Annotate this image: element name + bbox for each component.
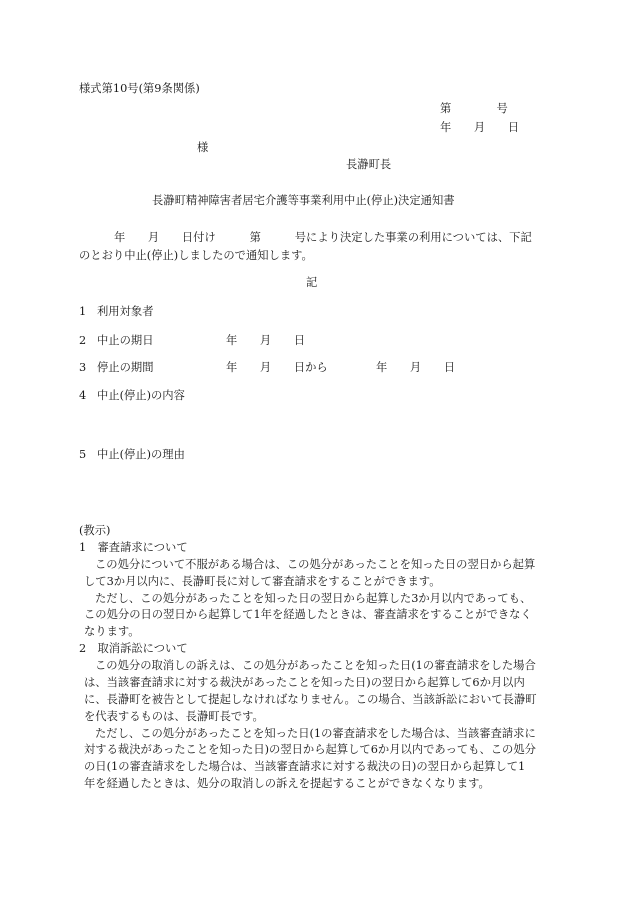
addressee-suffix: 様 xyxy=(197,141,209,154)
notice-text-line: して3か月以内に、長瀞町長に対して審査請求をすることができます。 xyxy=(84,575,441,588)
notice-text-line: この処分の取消しの訴えは、この処分があったことを知った日(1の審査請求をした場合 xyxy=(95,659,536,672)
form-label: 様式第10号(第9条関係) xyxy=(79,82,200,95)
ki-label: 記 xyxy=(306,276,318,289)
item-date: 年 月 日 xyxy=(226,334,306,347)
notice-text-line: ただし、この処分があったことを知った日(1の審査請求をした場合は、当該審査請求に xyxy=(95,727,536,740)
notice-text-line: を代表するものは、長瀞町長です。 xyxy=(84,710,264,723)
notice-text-line: この処分の日の翌日から起算して1年を経過したときは、審査請求をすることができなく xyxy=(84,608,532,621)
notice-heading: (教示) xyxy=(79,524,111,537)
date-line: 年 月 日 xyxy=(440,121,520,134)
notice-section-title: 2 取消訴訟について xyxy=(79,642,188,655)
item-label: 中止(停止)の内容 xyxy=(97,389,185,402)
notice-text-line: に、長瀞町を被告として提起しなければなりません。この場合、当該訴訟において長瀞町 xyxy=(84,693,537,706)
document-number-line: 第 号 xyxy=(440,102,508,115)
item-label: 利用対象者 xyxy=(97,305,154,318)
notice-text-line: は、当該審査請求に対する裁決があったことを知った日)の翌日から起算して6か月以内 xyxy=(84,676,525,689)
item-label: 停止の期間 xyxy=(97,361,154,374)
intro-line: のとおり中止(停止)しましたので通知します。 xyxy=(79,249,313,262)
item-label: 中止(停止)の理由 xyxy=(97,448,185,461)
item-date-to: 年 月 日 xyxy=(376,361,456,374)
document-title: 長瀞町精神障害者居宅介護等事業利用中止(停止)決定通知書 xyxy=(152,194,455,207)
intro-line: 年 月 日付け 第 号により決定した事業の利用については、下記 xyxy=(114,231,532,244)
notice-text-line: この処分について不服がある場合は、この処分があったことを知った日の翌日から起算 xyxy=(95,558,536,571)
notice-text-line: 年を経過したときは、処分の取消しの訴えを提起することができなくなります。 xyxy=(84,777,490,790)
notice-section-title: 1 審査請求について xyxy=(79,541,188,554)
item-number: 5 xyxy=(79,448,87,461)
notice-text-line: なります。 xyxy=(84,625,140,638)
notice-text-line: の日(1の審査請求をした場合は、当該審査請求に対する裁決の日)の翌日から起算して1 xyxy=(84,760,526,773)
item-number: 4 xyxy=(79,389,87,402)
issuer-name: 長瀞町長 xyxy=(346,158,392,171)
item-number: 2 xyxy=(79,334,87,347)
item-number: 3 xyxy=(79,361,87,374)
item-number: 1 xyxy=(79,305,87,318)
notice-text-line: 対する裁決があったことを知った日)の翌日から起算して6か月以内であっても、この処分 xyxy=(84,743,536,756)
item-date-from: 年 月 日から xyxy=(226,361,328,374)
notice-text-line: ただし、この処分があったことを知った日の翌日から起算した3か月以内であっても、 xyxy=(95,592,532,605)
item-label: 中止の期日 xyxy=(97,334,154,347)
